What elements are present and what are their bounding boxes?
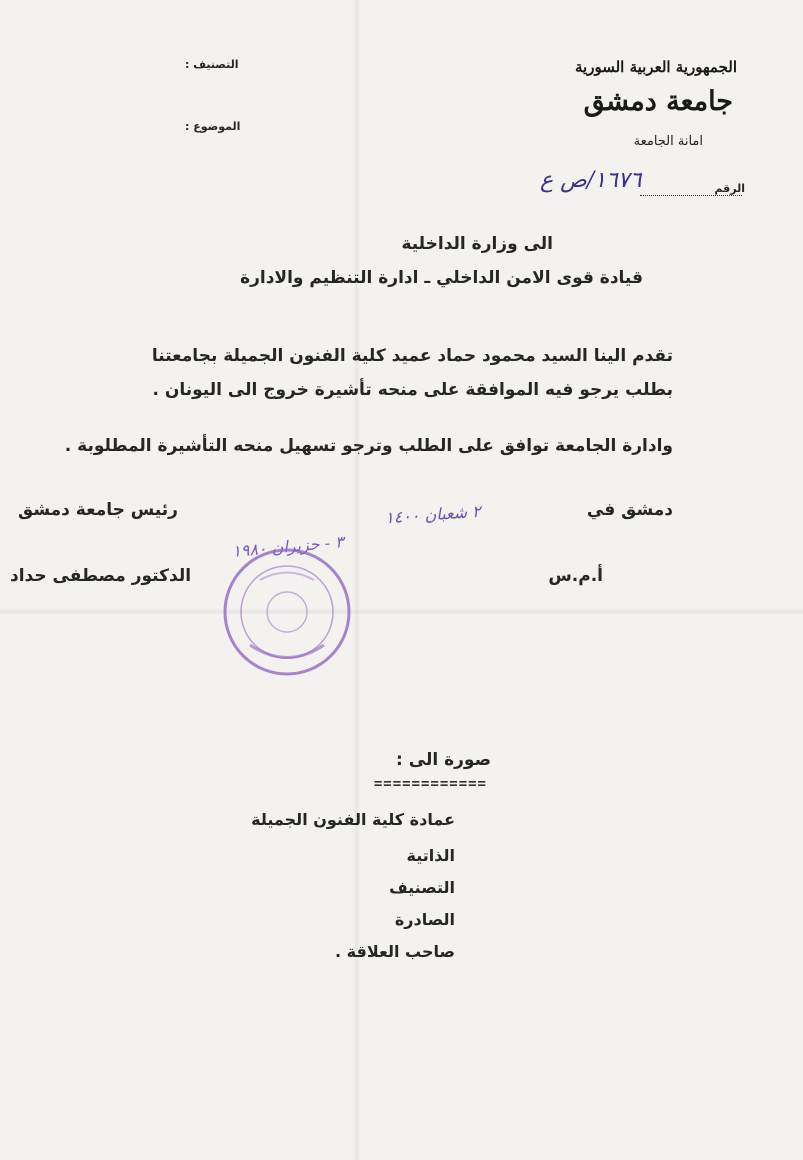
paragraph-1-line-2: بطلب يرجو فيه الموافقة على منحه تأشيرة خروج الى اليونان . xyxy=(152,380,673,400)
signer-title: رئيس جامعة دمشق xyxy=(18,500,178,520)
university-stamp xyxy=(220,545,355,680)
signer-name: الدكتور مصطفى حداد xyxy=(10,566,192,586)
paragraph-1-line-1: تقدم الينا السيد محمود حماد عميد كلية الفنون الجميلة بجامعتنا xyxy=(151,346,673,366)
gregorian-date: ٣ - حزيران ١٩٨٠ xyxy=(231,532,345,561)
reference-dotted-line xyxy=(640,195,742,196)
paragraph-2: وادارة الجامعة توافق على الطلب وترجو تسهيل منحه التأشيرة المطلوبة . xyxy=(64,436,673,456)
department-heading: امانة الجامعة xyxy=(633,134,703,149)
copies-title: صورة الى : xyxy=(396,750,491,770)
place-date-label: دمشق في xyxy=(586,500,673,520)
typist-initials: أ.م.س xyxy=(548,566,603,586)
copy-recipient: عمادة كلية الفنون الجميلة xyxy=(251,810,455,829)
copy-recipient: الذاتية xyxy=(406,846,455,865)
copy-recipient: صاحب العلاقة . xyxy=(334,942,455,961)
reference-number: ١٦٧٦/ص ع xyxy=(540,168,642,193)
hijri-date: ٢ شعبان ١٤٠٠ xyxy=(384,501,482,528)
recipient-line: الى وزارة الداخلية xyxy=(401,234,553,254)
republic-heading: الجمهورية العربية السورية xyxy=(575,58,737,76)
copy-recipient: الصادرة xyxy=(394,910,455,929)
copies-underline: ============ xyxy=(373,776,487,792)
subject-label: الموضوع : xyxy=(185,120,241,133)
reference-label: الرقم xyxy=(714,182,745,195)
classification-label: التصنيف : xyxy=(185,58,239,71)
university-heading: جامعة دمشق xyxy=(583,86,733,117)
recipient-department: قيادة قوى الامن الداخلي ـ ادارة التنظيم والادارة xyxy=(240,268,643,288)
copy-recipient: التصنيف xyxy=(389,878,455,897)
